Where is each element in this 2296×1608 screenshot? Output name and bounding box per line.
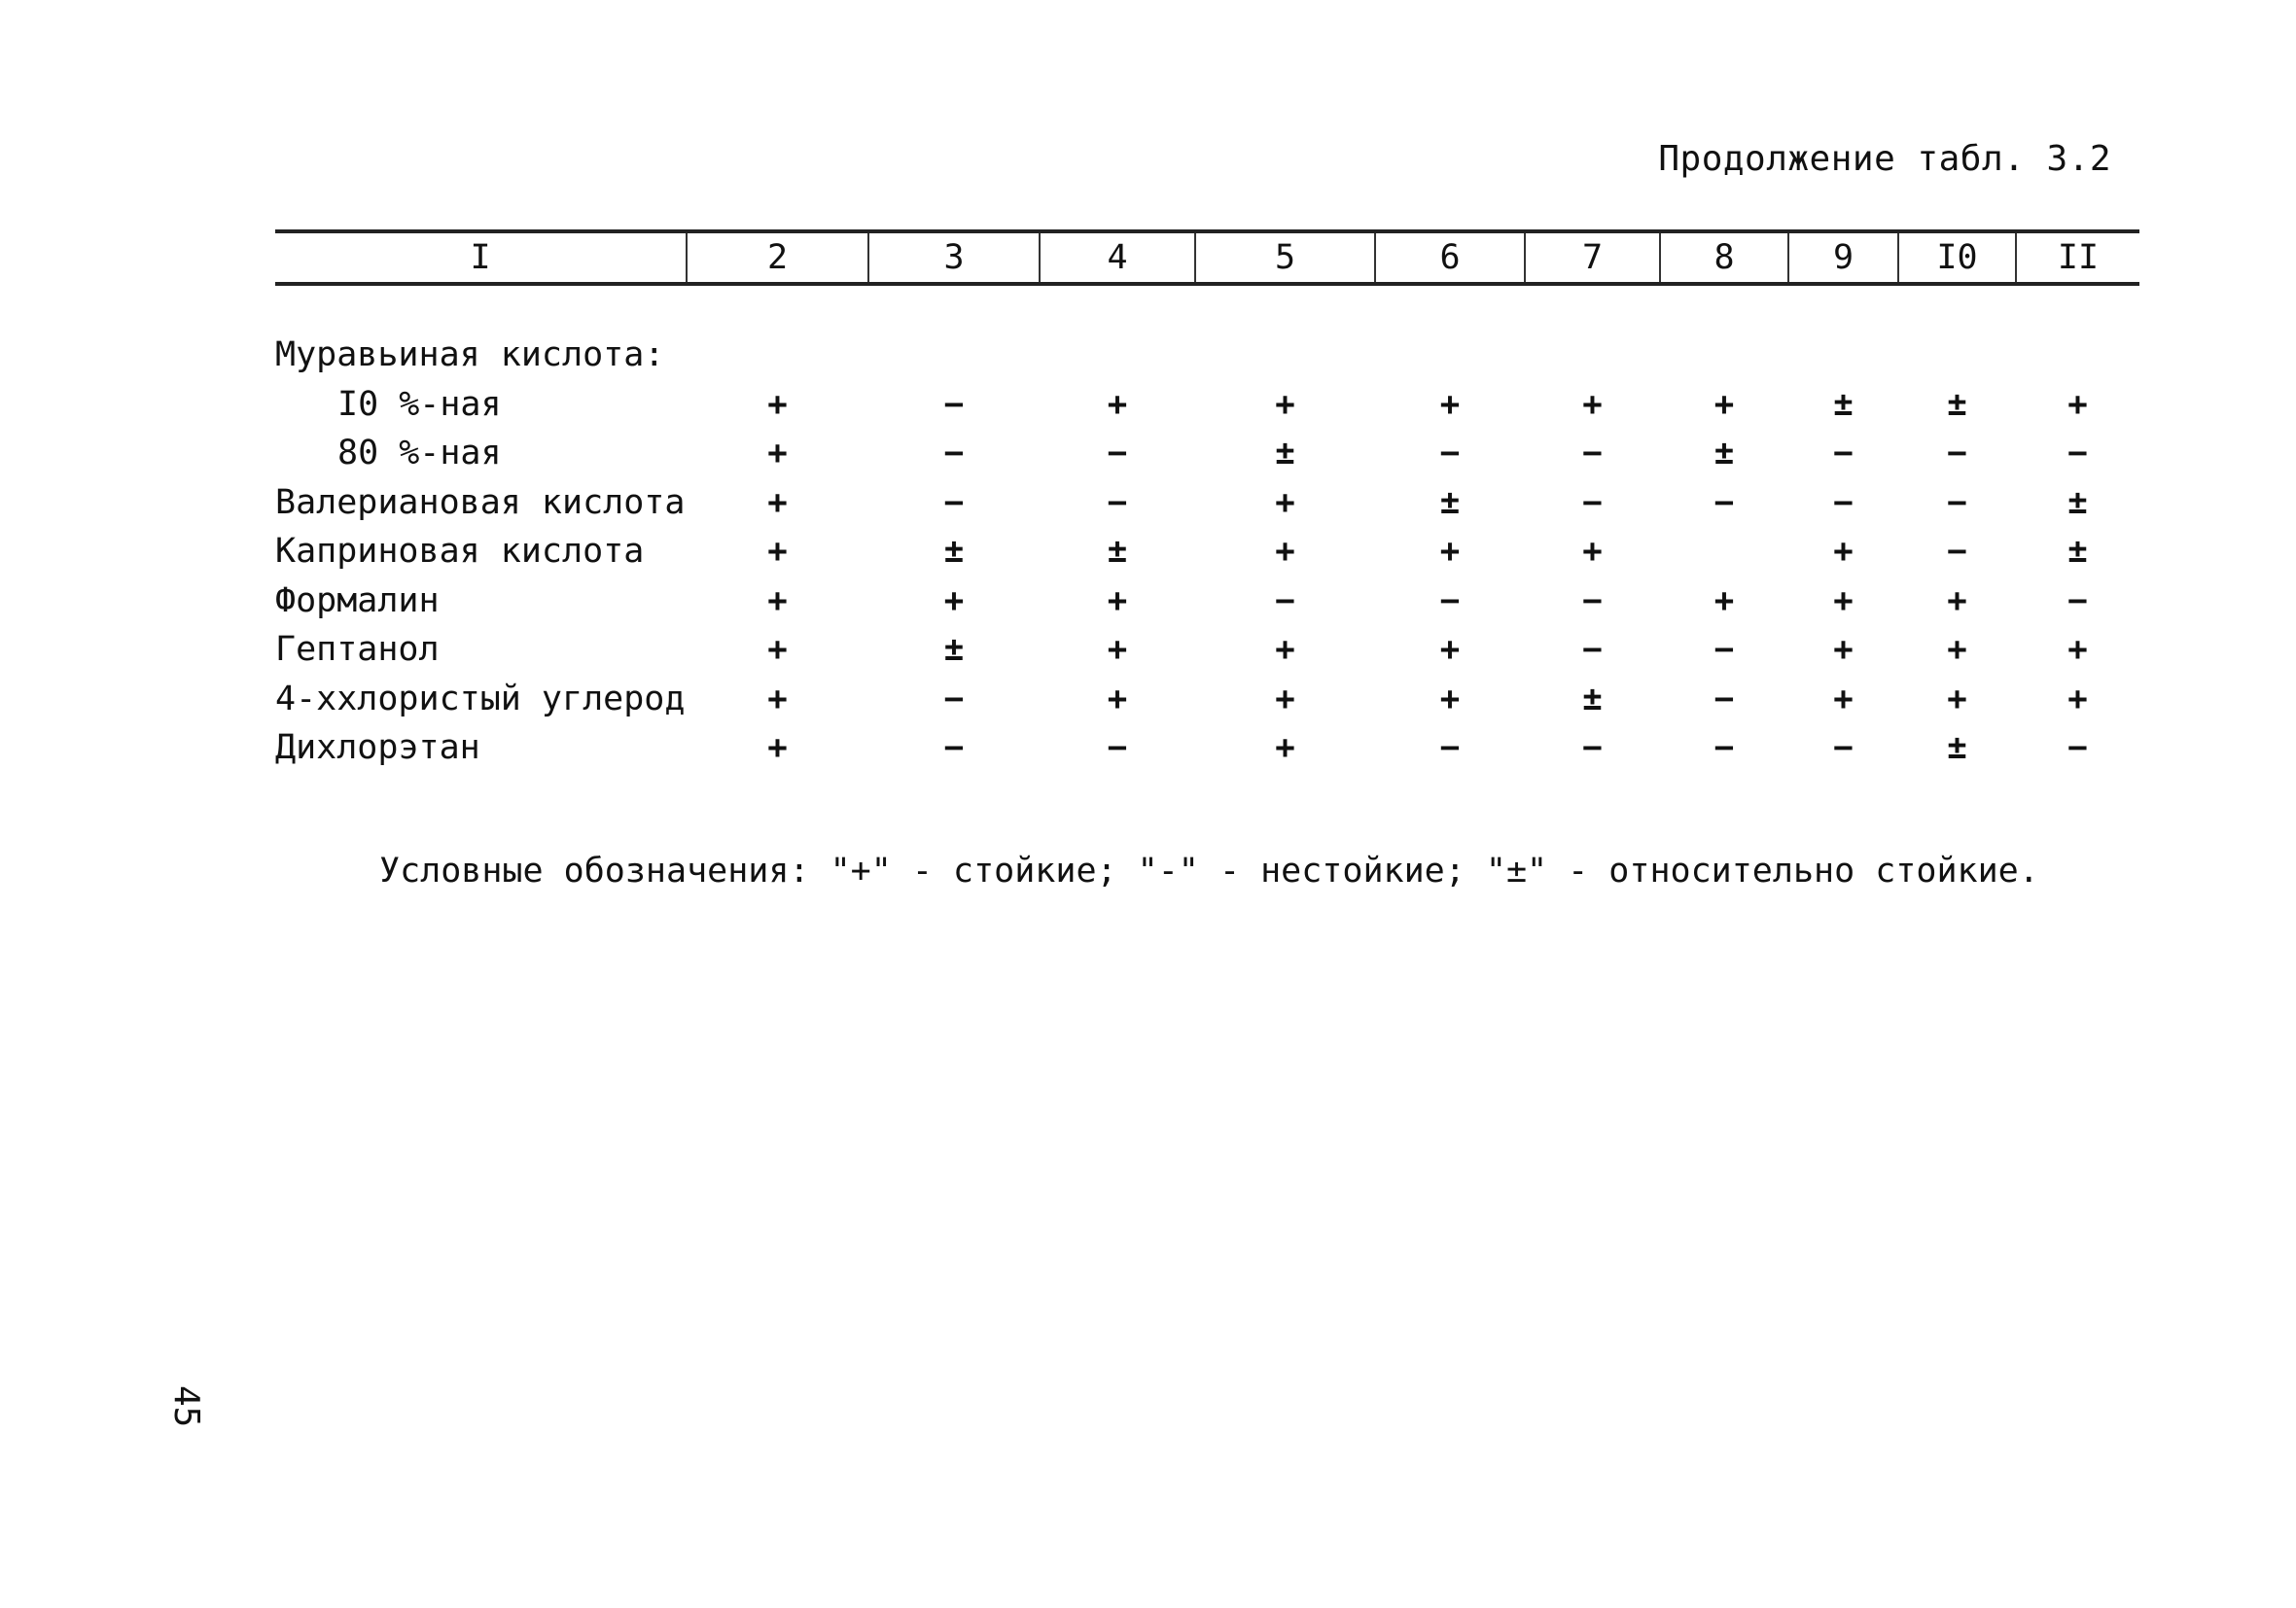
table-cell: + (1275, 482, 1295, 522)
table-cell: + (1275, 384, 1295, 424)
page-number: 45 (166, 1385, 206, 1428)
table-cell: + (1439, 679, 1461, 718)
table-cell: ± (1582, 679, 1603, 718)
table-cell: − (943, 434, 965, 473)
table-cell: + (1947, 679, 1967, 718)
table-cell: ± (1275, 434, 1295, 473)
table-cell: − (1713, 679, 1735, 718)
table-cell: + (1713, 580, 1735, 620)
table-cell: − (1833, 728, 1854, 768)
table-cell: − (1275, 580, 1295, 620)
table-cell (868, 331, 1040, 380)
table-cell: + (2067, 679, 2088, 718)
table-row (275, 625, 2139, 675)
table-cell: + (1713, 384, 1735, 424)
table-cell: + (1107, 679, 1128, 718)
column-header: II (2016, 231, 2139, 284)
table-cell: − (1107, 434, 1128, 473)
table-caption: Продолжение табл. 3.2 (1658, 139, 2111, 179)
table-cell: − (1947, 482, 1967, 522)
table-cell: − (1833, 482, 1854, 522)
table-cell: − (1713, 728, 1735, 768)
column-header: 8 (1660, 231, 1788, 284)
table-cell: + (1833, 580, 1854, 620)
row-label: I0 %-ная (337, 384, 502, 424)
table-cell (1898, 331, 2016, 380)
table-cell: + (767, 679, 788, 718)
table-cell (2016, 331, 2139, 380)
column-header: I (275, 231, 687, 284)
table-cell: − (2067, 728, 2088, 768)
table-cell: − (2067, 434, 2088, 473)
table-cell: + (767, 630, 788, 670)
table-cell: + (767, 434, 788, 473)
table-cell (1788, 331, 1898, 380)
legend-note: Условные обозначения: "+" - стойкие; "-" - нестойкие; "±" - относительно стойкие. (379, 852, 2039, 891)
row-label: Формалин (275, 580, 440, 620)
table-cell (1040, 331, 1195, 380)
table-cell (1375, 331, 1525, 380)
table-cell: ± (2067, 482, 2088, 522)
table-row (275, 577, 2139, 626)
table-cell: + (1947, 630, 1967, 670)
table-cell: − (1713, 630, 1735, 670)
table-cell (1660, 527, 1788, 577)
table-cell: − (1582, 482, 1603, 522)
header-row (275, 231, 2139, 284)
table-cell (1525, 331, 1660, 380)
table-row (275, 723, 2139, 773)
table-cell: + (767, 580, 788, 620)
column-header: I0 (1898, 231, 2016, 284)
table-row (275, 527, 2139, 577)
table-cell: + (1107, 580, 1128, 620)
table-cell: + (767, 384, 788, 424)
table-cell: ± (1439, 482, 1461, 522)
table-cell: + (1107, 630, 1128, 670)
table-cell: ± (1947, 728, 1967, 768)
row-label: 4-хxлористый углерод (275, 679, 686, 718)
table-cell: − (943, 679, 965, 718)
table-cell: + (2067, 384, 2088, 424)
column-header: 4 (1040, 231, 1195, 284)
row-label: Дихлорэтан (275, 728, 480, 768)
table-cell: + (1439, 384, 1461, 424)
row-label: Каприновая кислота (275, 532, 645, 572)
table-cell: − (1107, 728, 1128, 768)
table-row (275, 429, 2139, 478)
table-cell: ± (943, 532, 965, 572)
table-cell: − (1107, 482, 1128, 522)
table-cell: − (943, 482, 965, 522)
table-cell: + (1439, 532, 1461, 572)
table-cell: − (1582, 434, 1603, 473)
table-row (275, 380, 2139, 430)
table-cell: + (767, 532, 788, 572)
table-cell: + (1275, 532, 1295, 572)
table-cell (1660, 331, 1788, 380)
table-cell: + (943, 580, 965, 620)
table-cell: − (1439, 728, 1461, 768)
table-cell: + (1275, 728, 1295, 768)
table-cell: − (943, 728, 965, 768)
column-header: 3 (868, 231, 1040, 284)
table-cell: − (1713, 482, 1735, 522)
table-row (275, 331, 2139, 380)
table-cell: − (2067, 580, 2088, 620)
table-cell (1195, 331, 1375, 380)
table-cell: − (1947, 434, 1967, 473)
table-cell: + (1275, 679, 1295, 718)
resistance-table (275, 229, 2139, 773)
table-cell: + (767, 482, 788, 522)
table-cell: + (1582, 384, 1603, 424)
table-cell: − (1582, 630, 1603, 670)
column-header: 7 (1525, 231, 1660, 284)
table-cell: + (1947, 580, 1967, 620)
row-label: Муравьиная кислота: (275, 335, 665, 375)
table-cell: + (1582, 532, 1603, 572)
table-cell: ± (1713, 434, 1735, 473)
column-header: 5 (1195, 231, 1375, 284)
table-cell: − (1582, 580, 1603, 620)
table-cell: + (2067, 630, 2088, 670)
table-cell: + (1275, 630, 1295, 670)
table-cell: ± (2067, 532, 2088, 572)
table-cell: + (767, 728, 788, 768)
table-cell: + (1439, 630, 1461, 670)
column-header: 6 (1375, 231, 1525, 284)
row-label: 80 %-ная (337, 434, 502, 473)
table-row (275, 478, 2139, 528)
row-label: Гептанол (275, 630, 440, 670)
table-cell: + (1833, 679, 1854, 718)
spacer-row (275, 284, 2139, 331)
row-label: Валериановая кислота (275, 482, 686, 522)
table-cell: − (1833, 434, 1854, 473)
table-cell: − (1947, 532, 1967, 572)
table-cell: ± (1947, 384, 1967, 424)
column-header: 9 (1788, 231, 1898, 284)
table-cell: ± (1833, 384, 1854, 424)
table-cell: − (1582, 728, 1603, 768)
column-header: 2 (687, 231, 868, 284)
table-row (275, 675, 2139, 724)
table-cell: + (1833, 532, 1854, 572)
table-cell: ± (1107, 532, 1128, 572)
table-cell: − (1439, 434, 1461, 473)
table-cell (687, 331, 868, 380)
table-cell: + (1107, 384, 1128, 424)
table-cell: − (943, 384, 965, 424)
table-cell: + (1833, 630, 1854, 670)
table-cell: − (1439, 580, 1461, 620)
table-cell: ± (943, 630, 965, 670)
